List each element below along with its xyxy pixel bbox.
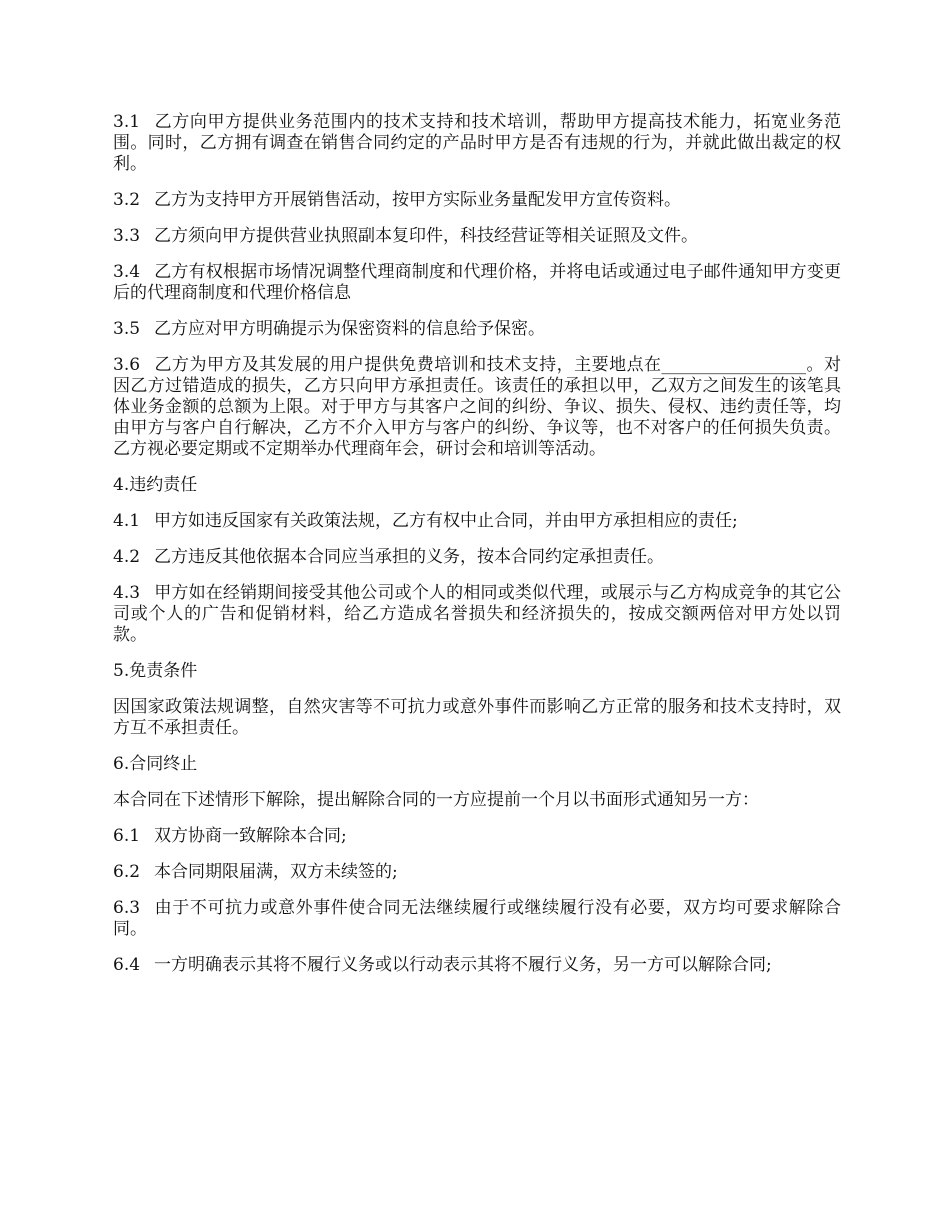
clause-3-6 [113,355,841,460]
clause-text: 由于不可抗力或意外事件使合同无法继续履行或继续履行没有必要，双方均可要求解除合同。 [113,898,841,939]
clause-text: 双方协商一致解除本合同; [154,826,347,846]
clause-text: 甲方如违反国家有关政策法规，乙方有权中止合同，并由甲方承担相应的责任; [154,511,738,531]
clause-number: 3.5 [113,319,141,339]
clause-number: 3.1 [113,112,141,132]
document-page [113,112,841,991]
clause-text: 乙方有权根据市场情况调整代理商制度和代理价格，并将电话或通过电子邮件通知甲方变更后的代理商制度和代理价格信息 [113,262,841,303]
clause-number: 3.3 [113,226,141,246]
clause-text: 乙方为支持甲方开展销售活动，按甲方实际业务量配发甲方宣传资料。 [154,190,682,210]
clause-text: 乙方为甲方及其发展的用户提供免费培训和技术支持，主要地点在_________________。对因乙方过错造成的损失，乙方只向甲方承担责任。该责任的承担以甲，乙双方之间发生的该笔具体业务金额的总额为上限。对于甲方与其客户之间的纠纷、争议、损失、侵权、违约责任等，均由甲方与客户自行解决，乙方不介入甲方与客户的纠纷、争议等，也不对客户的任何损失负责。乙方视必要定期或不定期举办代理商年会，研讨会和培训等活动。 [113,355,841,459]
clause-6-3 [113,898,841,940]
clause-text: 甲方如在经销期间接受其他公司或个人的相同或类似代理，或展示与乙方构成竞争的其它公司或个人的广告和促销材料，给乙方造成名誉损失和经济损失的，按成交额两倍对甲方处以罚款。 [113,583,841,645]
clause-number: 3.4 [113,262,141,282]
section-heading-text: 4.违约责任 [113,475,198,495]
section-heading-6 [113,754,841,775]
section-heading-5 [113,661,841,682]
clause-number: 3.2 [113,190,141,210]
clause-6-2 [113,862,841,883]
section-heading-text: 6.合同终止 [113,754,198,774]
paragraph-text: 因国家政策法规调整，自然灾害等不可抗力或意外事件而影响乙方正常的服务和技术支持时，双方互不承担责任。 [113,697,841,738]
clause-number: 4.3 [113,583,141,603]
body-paragraph-termination [113,790,841,811]
clause-3-3 [113,226,841,247]
clause-3-2 [113,190,841,211]
clause-4-2 [113,547,841,568]
clause-text: 乙方向甲方提供业务范围内的技术支持和技术培训，帮助甲方提高技术能力，拓宽业务范围。同时，乙方拥有调查在销售合同约定的产品时甲方是否有违规的行为，并就此做出裁定的权利。 [113,112,841,174]
clause-4-3 [113,583,841,646]
clause-6-1 [113,826,841,847]
clause-text: 本合同期限届满，双方未续签的; [154,862,398,882]
body-paragraph-exemption [113,697,841,739]
clause-text: 乙方须向甲方提供营业执照副本复印件，科技经营证等相关证照及文件。 [154,226,699,246]
clause-number: 6.2 [113,862,141,882]
section-heading-text: 5.免责条件 [113,661,198,681]
section-heading-4 [113,475,841,496]
clause-3-4 [113,262,841,304]
clause-number: 6.3 [113,898,141,918]
clause-3-1 [113,112,841,175]
clause-text: 乙方违反其他依据本合同应当承担的义务，按本合同约定承担责任。 [154,547,665,567]
clause-text: 一方明确表示其将不履行义务或以行动表示其将不履行义务，另一方可以解除合同; [154,955,772,975]
clause-number: 4.2 [113,547,141,567]
clause-4-1 [113,511,841,532]
clause-3-5 [113,319,841,340]
clause-number: 6.1 [113,826,141,846]
clause-6-4 [113,955,841,976]
clause-number: 3.6 [113,355,141,375]
clause-number: 4.1 [113,511,141,531]
clause-text: 乙方应对甲方明确提示为保密资料的信息给予保密。 [154,319,546,339]
clause-number: 6.4 [113,955,141,975]
paragraph-text: 本合同在下述情形下解除，提出解除合同的一方应提前一个月以书面形式通知另一方： [113,790,759,810]
